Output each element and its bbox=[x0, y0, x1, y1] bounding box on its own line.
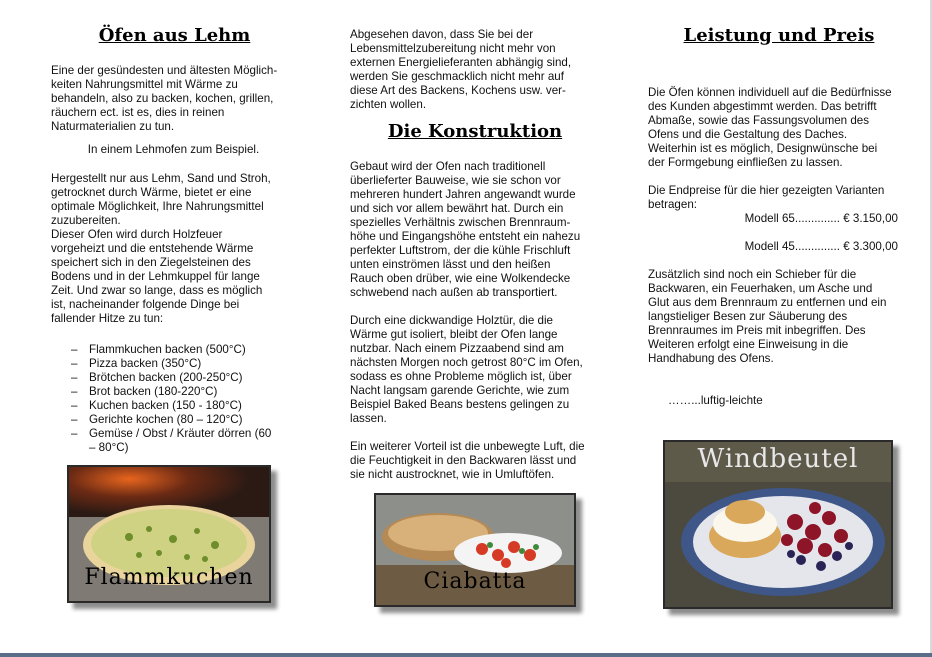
list-item: – Flammkuchen backen (500°C) bbox=[67, 343, 296, 357]
intro-paragraph-middle: Abgesehen davon, dass Sie bei der Lebensmittelzubereitung nicht mehr von externen Energielieferanten abhängig sind, werden Sie geschmacklich nicht mehr auf diese Art des Backens, Kochens usw. ver- zichten wollen. bbox=[350, 28, 572, 111]
photo-caption-flammkuchen: Flammkuchen bbox=[84, 565, 254, 590]
heading-die-konstruktion: Die Konstruktion bbox=[387, 121, 563, 142]
photo-flammkuchen bbox=[67, 465, 271, 603]
heading-leistung-und-preis: Leistung und Preis bbox=[683, 25, 875, 46]
example-line: In einem Lehmofen zum Beispiel. bbox=[87, 143, 260, 156]
photo-caption-ciabatta: Ciabatta bbox=[423, 569, 527, 594]
tagline: ……...luftig-leichte bbox=[668, 394, 763, 407]
photo-caption-windbeutel: Windbeutel bbox=[697, 444, 859, 474]
photo-windbeutel bbox=[663, 440, 893, 609]
column-right bbox=[648, 0, 910, 408]
list-item: – Brötchen backen (200-250°C) bbox=[67, 371, 296, 385]
list-item: – Gemüse / Obst / Kräuter dörren (60 – 80°C) bbox=[67, 427, 296, 455]
list-item: – Brot backen (180-220°C) bbox=[67, 385, 296, 399]
advantage-paragraph: Ein weiterer Vorteil ist die unbewegte Luft, die die Feuchtigkeit in den Backwaren lässt und sie nicht austrocknet, wie in Umluftöfen. bbox=[350, 440, 585, 481]
door-paragraph: Durch eine dickwandige Holztür, die die Wärme gut isoliert, bleibt der Ofen lange nutzbar. Nach einem Pizzaabend sind am nächsten Morgen noch getrost 80°C im Ofen, sodass es ohne Probleme möglich ist, über Nacht langsam garende Gerichte, wie zum Beispiel Baked Beans bestens gelingen zu lassen. bbox=[350, 314, 583, 425]
heading-oefen-aus-lehm: Öfen aus Lehm bbox=[98, 25, 251, 46]
build-paragraph: Gebaut wird der Ofen nach traditionell überlieferter Bauweise, wie sie schon vor mehreren hundert Jahren angewandt wurde und sich vor allem bewährt hat. Durch ein spezielles Verhältnis zwischen Brennraum- höhe und Eingangshöhe entsteht ein nahezu perfekter Luftstrom, der die kühle Frischluft unten einströmen lässt und den heißen Rauch oben drüber, wie eine Wolkendecke schwebend nach außen ab transportiert. bbox=[350, 160, 581, 299]
price-model-45: Modell 45.............. € 3.300,00 bbox=[744, 240, 898, 253]
extras-paragraph: Zusätzlich sind noch ein Schieber für die Backwaren, ein Feuerhaken, um Asche und Glut aus dem Brennraum zu entfernen und ein langstieliger Besen zur Säuberung des Brennraumes im Preis mit inbegriffen. Des Weiteren erfolgt eine Einweisung in die Handhabung des Ofens. bbox=[648, 268, 887, 365]
construction-paragraph: Hergestellt nur aus Lehm, Sand und Stroh, getrocknet durch Wärme, bietet er eine optimale Möglichkeit, Ihre Nahrungsmittel zuzubereiten. Dieser Ofen wird durch Holzfeuer vorgeheizt und die entstehende Wärme speichert sich in den Ziegelsteinen des Bodens und in der Lehmkuppel für lange Zeit. Und zwar so lange, dass es möglich ist, nacheinander folgende Dinge bei fallender Hitze zu tun: bbox=[51, 172, 271, 325]
price-model-65: Modell 65.............. € 3.150,00 bbox=[744, 212, 898, 225]
column-middle bbox=[350, 0, 600, 482]
price-intro: Die Endpreise für die hier gezeigten Varianten betragen: bbox=[648, 184, 885, 211]
customization-paragraph: Die Öfen können individuell auf die Bedürfnisse des Kunden abgestimmt werden. Das betrifft Abmaße, sowie das Fassungsvolumen des Ofens und die Gestaltung des Daches. Weiterhin ist es möglich, Designwünsche bei der Formgebung einfließen zu lassen. bbox=[648, 86, 892, 169]
page-edge-bottom bbox=[0, 653, 932, 657]
list-item: – Gerichte kochen (80 – 120°C) bbox=[67, 413, 296, 427]
column-left bbox=[51, 0, 296, 455]
photo-ciabatta bbox=[374, 493, 576, 607]
intro-paragraph: Eine der gesündesten und ältesten Möglich- keiten Nahrungsmittel mit Wärme zu behandeln, also zu backen, kochen, grillen, räuchern ect. ist es, dies in reinen Naturmaterialien zu tun. bbox=[51, 64, 278, 133]
heat-stage-list bbox=[67, 343, 296, 455]
list-item: – Pizza backen (350°C) bbox=[67, 357, 296, 371]
list-item: – Kuchen backen (150 - 180°C) bbox=[67, 399, 296, 413]
